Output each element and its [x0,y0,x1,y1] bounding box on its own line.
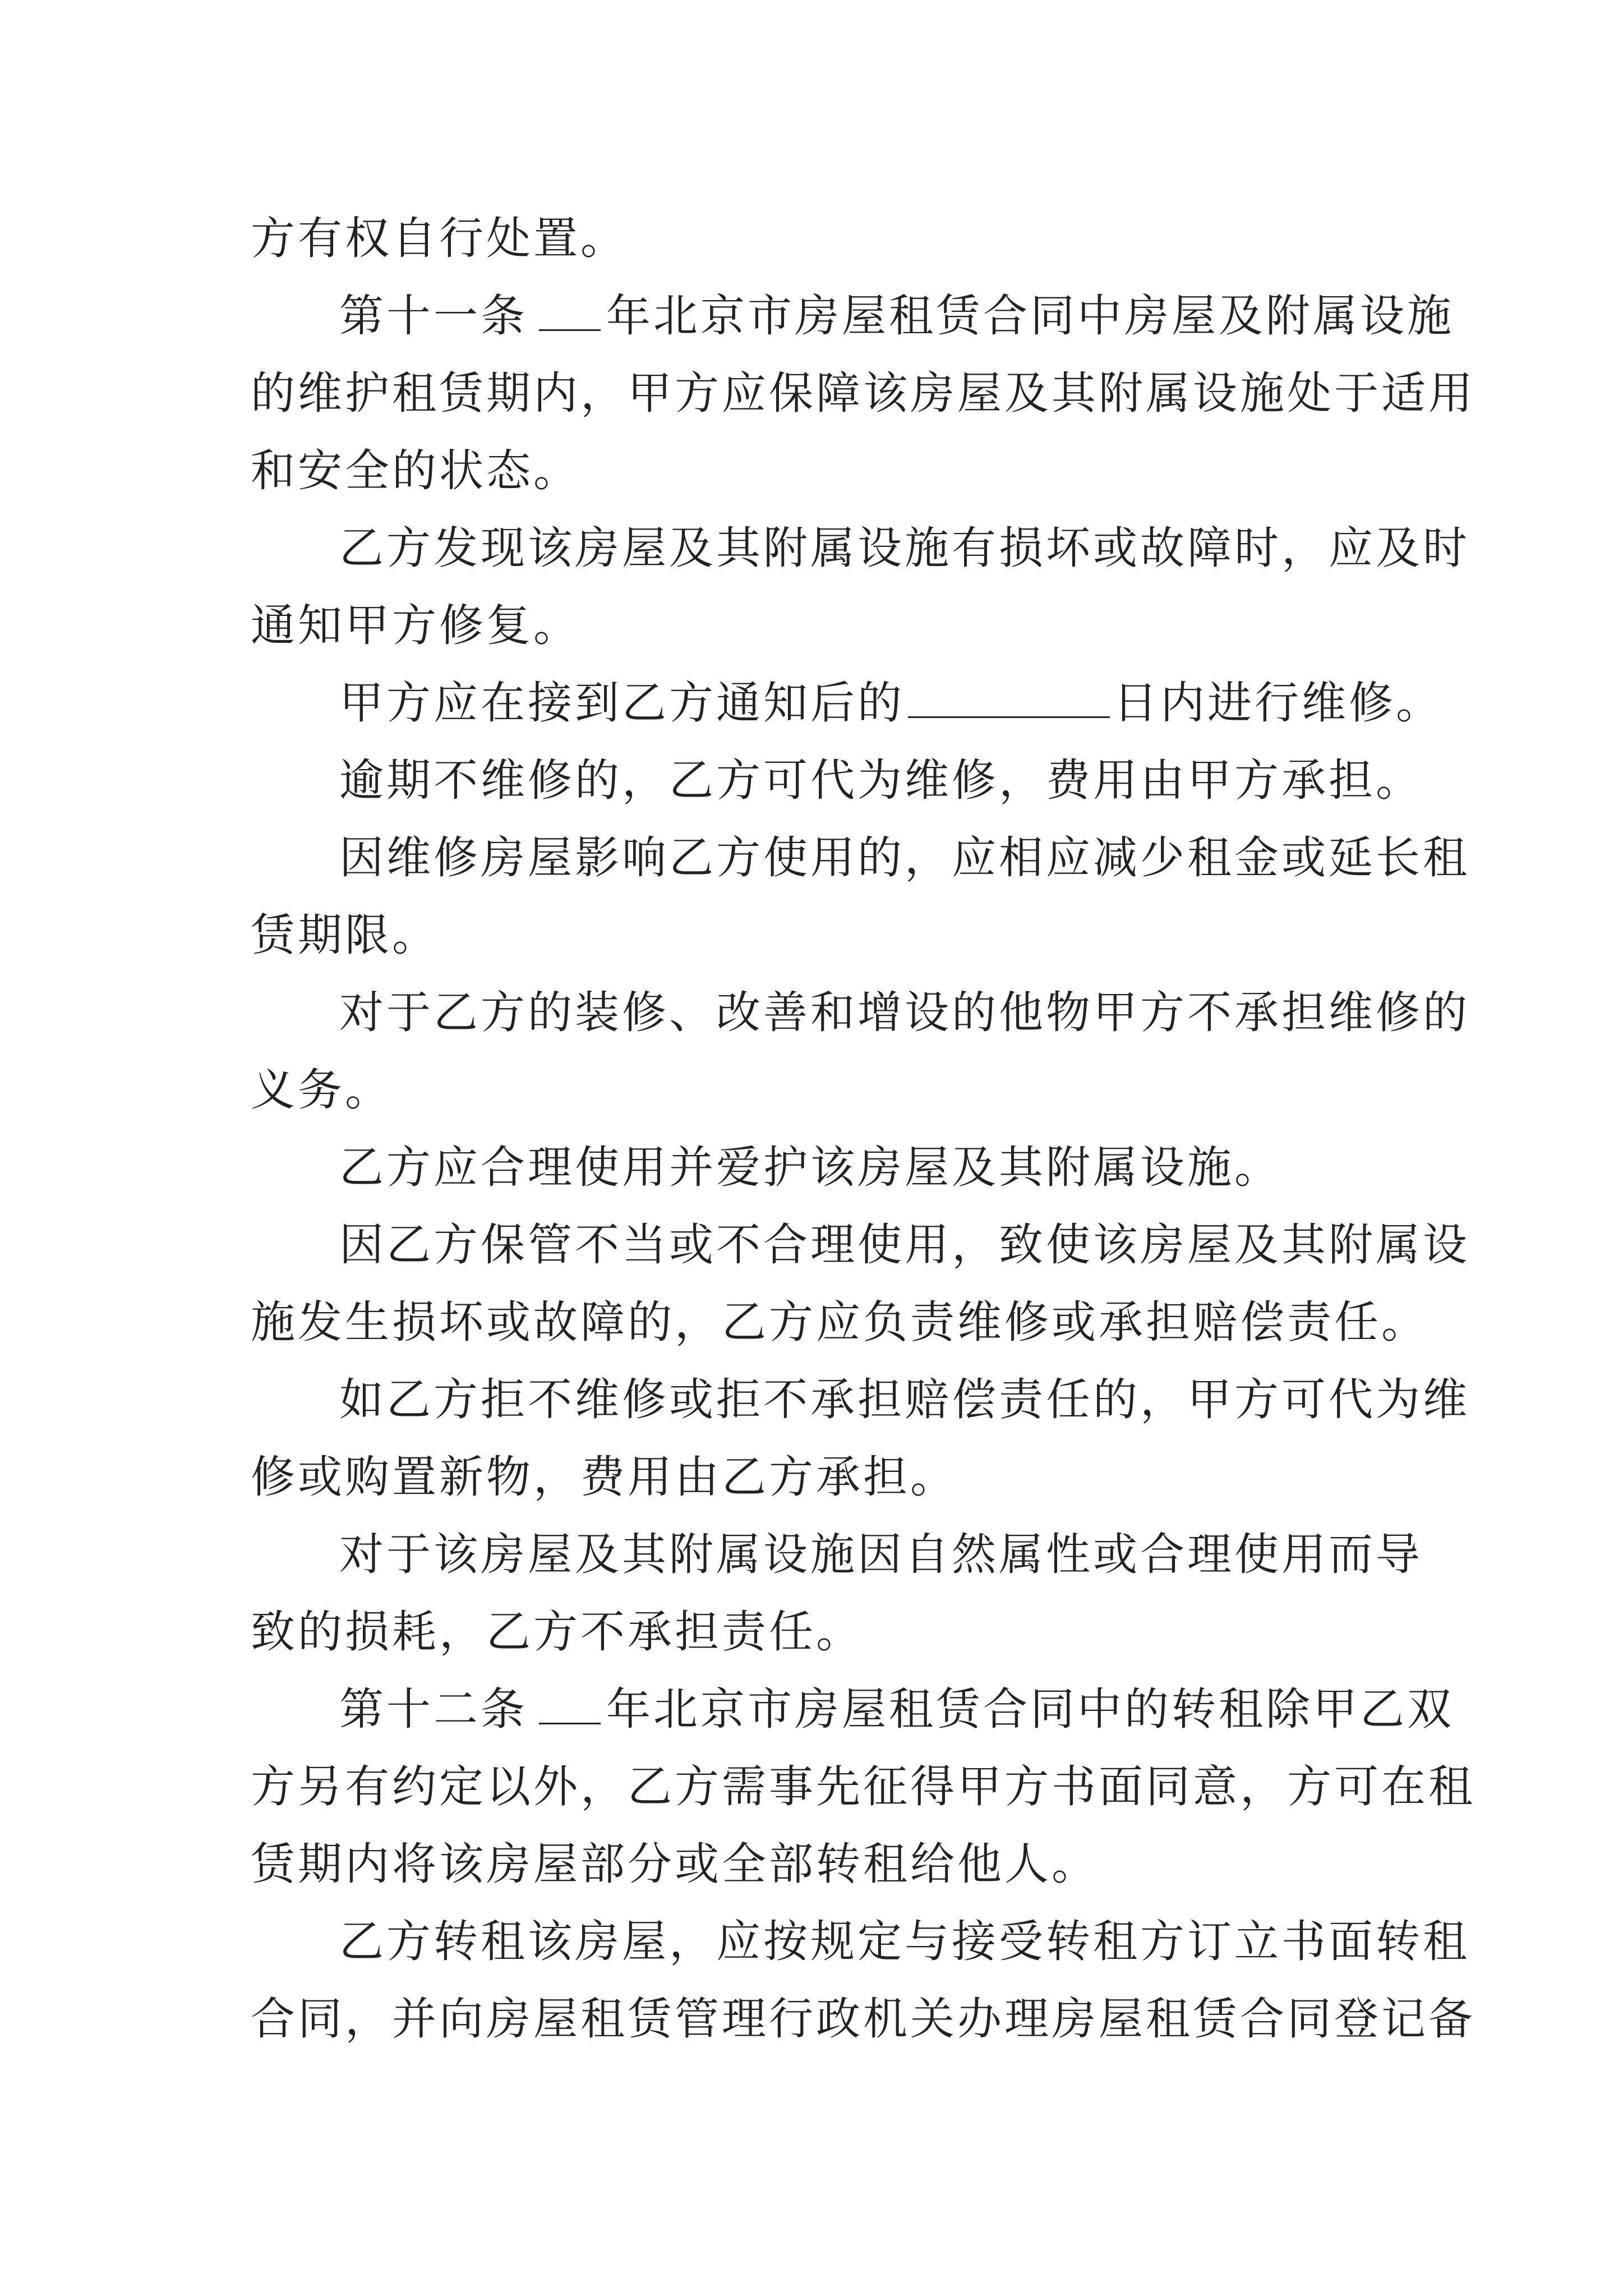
text-run: 义务。 [251,1064,392,1116]
text-run: 因乙方保管不当或不合理使用，致使该房屋及其附属设 [339,1219,1470,1271]
text-run: 方有权自行处置。 [251,213,628,264]
text-run: 甲方应在接到乙方通知后的 [339,677,905,729]
article-number: 第十一条 [339,290,528,342]
article-12-heading-line [339,1681,1454,1737]
year-blank [539,1683,601,1724]
paragraph-line [339,675,1443,731]
text-run: 乙方应合理使用并爱护该房屋及其附属设施。 [339,1142,1281,1193]
paragraph-line [251,443,1389,499]
text-run: 对于该房屋及其附属设施因自然属性或合理使用而导 [339,1529,1423,1580]
paragraph-line [251,1604,1389,1660]
paragraph-line [339,830,1470,886]
text-run: 修或购置新物，费用由乙方承担。 [251,1451,957,1503]
text-run: 逾期不维修的，乙方可代为维修，费用由甲方承担。 [339,754,1423,806]
paragraph-line [251,1294,1428,1350]
paragraph-line [251,365,1476,421]
text-run: 赁期限。 [251,909,439,961]
text-run: 乙方发现该房屋及其附属设施有损坏或故障时，应及时 [339,522,1470,574]
text-run: 年北京市房屋租赁合同中房屋及附属设施 [606,290,1454,342]
article-number: 第十二条 [339,1683,528,1735]
paragraph-line [251,597,1389,654]
text-run: 合同，并向房屋租赁管理行政机关办理房屋租赁合同登记备 [251,1993,1476,2045]
paragraph-line [339,1372,1470,1428]
paragraph-line [339,984,1470,1041]
article-11-heading-line [339,288,1454,344]
paragraph-line [251,1836,1389,1892]
paragraph-line [339,1526,1423,1582]
text-run: 的维护租赁期内，甲方应保障该房屋及其附属设施处于适用 [251,367,1476,419]
text-run: 方另有约定以外，乙方需事先征得甲方书面同意，方可在租 [251,1761,1476,1812]
paragraph-line [339,1217,1470,1273]
text-run: 赁期内将该房屋部分或全部转租给他人。 [251,1838,1099,1890]
paragraph-line [251,1449,1389,1505]
text-run: 施发生损坏或故障的，乙方应负责维修或承担赔偿责任。 [251,1296,1428,1348]
text-run: 乙方转租该房屋，应按规定与接受转租方订立书面转租 [339,1916,1470,1967]
text-run: 年北京市房屋租赁合同中的转租除甲乙双 [606,1683,1454,1735]
paragraph-line [251,1759,1476,1815]
text-run: 通知甲方修复。 [251,600,580,651]
text-run: 对于乙方的装修、改善和增设的他物甲方不承担维修的 [339,987,1470,1038]
paragraph-line [339,1139,1389,1195]
paragraph-line [339,1913,1470,1970]
text-run: 致的损耗，乙方不承担责任。 [251,1606,863,1658]
year-blank [539,290,601,331]
text-run: 因维修房屋影响乙方使用的，应相应减少租金或延长租 [339,832,1470,884]
text-run: 和安全的状态。 [251,445,580,496]
paragraph-line [251,1991,1476,2047]
paragraph-line [339,752,1423,808]
text-run: 如乙方拒不维修或拒不承担赔偿责任的，甲方可代为维 [339,1374,1470,1425]
days-blank [908,677,1110,718]
paragraph-line [251,1062,1389,1118]
paragraph-line [251,210,1389,266]
text-run: 日内进行维修。 [1113,677,1443,729]
paragraph-line [251,907,1389,963]
paragraph-line [339,520,1470,576]
